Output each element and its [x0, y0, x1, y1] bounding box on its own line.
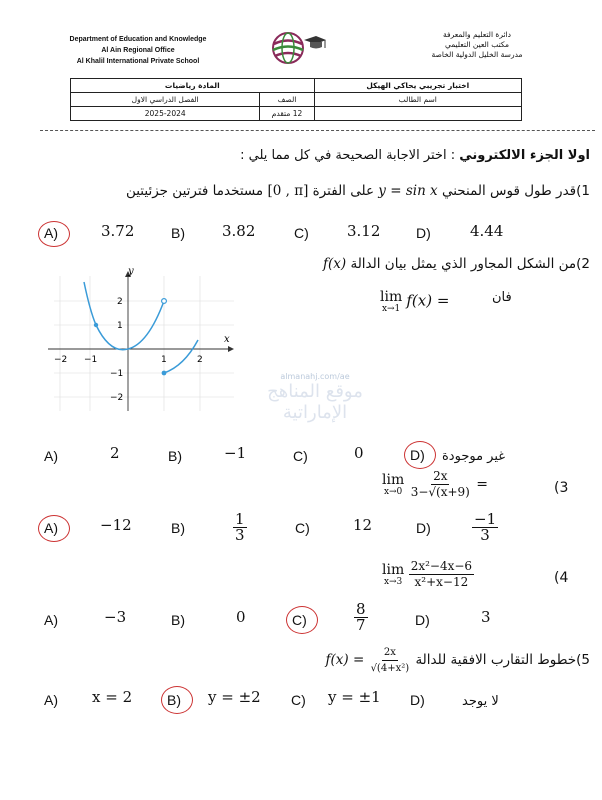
grade-label: الصف	[260, 93, 314, 107]
department-name: Department of Education and Knowledge	[69, 36, 207, 43]
q1-option-a-label[interactable]: A)	[44, 225, 58, 241]
academic-year: 2025-2024	[71, 107, 260, 121]
q2-limit-expression: lim x→1 f(x) =	[380, 289, 450, 314]
function-graph	[44, 266, 240, 414]
open-point	[162, 299, 167, 304]
q1-option-b-value: 3.82	[222, 222, 256, 240]
q4-number: (4	[554, 570, 569, 586]
q1-text-b: على الفترة	[312, 183, 374, 199]
curve-left	[84, 282, 164, 350]
exam-info-table	[70, 78, 522, 121]
subject: المادة رياضيات	[71, 79, 315, 93]
x-axis-label: x	[224, 334, 230, 345]
q2-limit-sub: x→1	[381, 304, 401, 314]
q3-option-d-label[interactable]: D)	[416, 520, 431, 536]
q5-number: 5)	[576, 652, 590, 668]
watermark-url: almanahj.com/ae	[280, 372, 350, 381]
q3-option-a-value: −12	[100, 516, 132, 534]
header-arabic	[392, 30, 562, 60]
q4-option-b-label[interactable]: B)	[171, 612, 185, 628]
q2-option-b-value: −1	[224, 444, 247, 462]
grade-value: 12 متقدم	[260, 107, 314, 121]
q3-denominator: 3−√(x+9)	[410, 485, 470, 499]
question-3: lim x→0 $\frac{2x}{3-√(x+9)}$ =	[382, 469, 489, 499]
q2-text: من الشكل المجاور الذي يمثل بيان الدالة	[350, 256, 577, 272]
student-name-label: اسم الطالب	[314, 93, 521, 107]
q5-text: خطوط التقارب الافقية للدالة	[415, 652, 577, 668]
q2-option-d-value: غير موجودة	[442, 449, 506, 464]
q2-option-a-label[interactable]: A)	[44, 448, 58, 464]
q4-option-c-den: 7	[356, 616, 366, 634]
watermark-text: موقع المناهج الإماراتية	[267, 381, 363, 423]
q2-math-function: f(x)	[323, 256, 347, 272]
q2-option-c-label[interactable]: C)	[293, 448, 308, 464]
q4-option-b-value: 0	[236, 608, 246, 626]
q2-option-b-label[interactable]: B)	[168, 448, 182, 464]
regional-office: Al Ain Regional Office	[101, 47, 175, 54]
q3-option-d-den: 3	[480, 526, 490, 544]
q1-option-c-label[interactable]: C)	[294, 225, 309, 241]
section-title-bold: اولا الجزء الالكتروني	[459, 148, 590, 163]
x-tick-1: 1	[161, 355, 167, 365]
q1-text-a: قدر طول قوس المنحني	[441, 183, 577, 199]
q5-option-a-label[interactable]: A)	[44, 692, 58, 708]
q2-option-a-value: 2	[110, 444, 120, 462]
watermark	[255, 372, 375, 432]
logo-globe-icon	[268, 29, 328, 67]
x-tick-2: 2	[197, 355, 203, 365]
q4-option-d-value: 3	[481, 608, 491, 626]
q1-option-d-value: 4.44	[470, 222, 504, 240]
q3-option-d-value	[472, 512, 498, 543]
q5-option-a-value: x = 2	[92, 688, 133, 706]
q5-option-b-value: y = ±2	[208, 688, 261, 706]
q5-option-d-value: لا يوجد	[462, 694, 499, 709]
q4-option-c-value	[354, 602, 368, 633]
closed-point-right	[162, 371, 167, 376]
exam-title: اختبار تجريبي يحاكي الهيكل	[314, 79, 521, 93]
q5-option-c-value: y = ±1	[328, 688, 381, 706]
x-tick-neg1: −1	[84, 355, 98, 365]
q4-option-a-label[interactable]: A)	[44, 612, 58, 628]
section-title	[240, 148, 590, 163]
q5-function: f(x) =	[325, 652, 365, 668]
q4-option-a-value: −3	[104, 608, 127, 626]
question-2	[323, 256, 590, 272]
y-tick-neg2: −2	[110, 393, 124, 403]
q3-option-d-num: −1	[474, 510, 497, 528]
q1-text-c: مستخدما فترتين جزئيتين	[125, 183, 264, 199]
q5-denominator: √(4+x²)	[370, 663, 410, 674]
question-4: lim x→3 $\frac{\text{2x²−4x−6}}{\text{x²+x−12}}$	[382, 559, 473, 589]
school-name-ar: مدرسة الخليل الدولية الخاصة	[431, 50, 523, 59]
section-instruction: : اختر الاجابة الصحيحة في كل مما يلي :	[240, 148, 460, 163]
q3-option-c-value: 12	[353, 516, 373, 534]
q3-option-c-label[interactable]: C)	[295, 520, 310, 536]
y-axis-label: y	[128, 266, 134, 277]
term: الفصل الدراسي الاول	[71, 93, 260, 107]
q4-option-c-label[interactable]: C)	[292, 612, 307, 628]
q2-option-d-label[interactable]: D)	[410, 447, 425, 463]
school-logo	[268, 29, 328, 71]
q3-option-b-den: 3	[235, 526, 245, 544]
q5-numerator: 2x	[382, 645, 398, 661]
q4-denominator: x²+x−12	[414, 575, 469, 589]
q3-option-b-num: 1	[235, 510, 245, 528]
y-tick-2: 2	[117, 297, 123, 307]
question-1	[126, 183, 590, 199]
q4-numerator: 2x²−4x−6	[410, 559, 473, 573]
q5-option-b-label[interactable]: B)	[167, 692, 181, 708]
q3-option-b-value	[233, 512, 247, 543]
q4-option-d-label[interactable]: D)	[415, 612, 430, 628]
q3-number: (3	[554, 480, 569, 496]
divider	[40, 130, 595, 131]
q2-option-c-value: 0	[354, 444, 364, 462]
q3-option-a-label[interactable]: A)	[44, 520, 58, 536]
q5-option-c-label[interactable]: C)	[291, 692, 306, 708]
y-tick-neg1: −1	[110, 369, 124, 379]
q4-limit-sub: x→3	[383, 576, 403, 587]
q1-math-function: y = sin x	[378, 183, 438, 199]
q1-math-interval: [0 , π]	[267, 183, 309, 199]
q5-option-d-label[interactable]: D)	[410, 692, 425, 708]
header-english	[28, 34, 248, 67]
school-name-en: Al Khalil International Private School	[76, 58, 200, 65]
q2-limit-func: f(x) =	[406, 291, 450, 310]
y-tick-1: 1	[117, 321, 123, 331]
q1-number: 1)	[576, 183, 590, 199]
student-name-field[interactable]	[314, 107, 521, 121]
regional-office-ar: مكتب العين التعليمي	[444, 40, 510, 49]
closed-point-left	[94, 323, 98, 327]
q1-option-a-value: 3.72	[101, 222, 135, 240]
department-name-ar: دائرة التعليم والمعرفة	[442, 30, 512, 39]
q2-number: 2)	[576, 256, 590, 272]
q1-option-c-value: 3.12	[347, 222, 381, 240]
curve-right	[164, 340, 198, 373]
q3-equals: =	[476, 476, 489, 493]
q3-numerator: 2x	[433, 469, 448, 483]
q3-option-b-label[interactable]: B)	[171, 520, 185, 536]
q4-option-c-num: 8	[356, 600, 366, 618]
question-5	[326, 645, 590, 676]
q1-option-d-label[interactable]: D)	[416, 225, 431, 241]
q2-then: فان	[492, 290, 512, 305]
q1-option-b-label[interactable]: B)	[171, 225, 185, 241]
q3-limit-sub: x→0	[383, 486, 403, 497]
x-tick-neg2: −2	[54, 355, 68, 365]
